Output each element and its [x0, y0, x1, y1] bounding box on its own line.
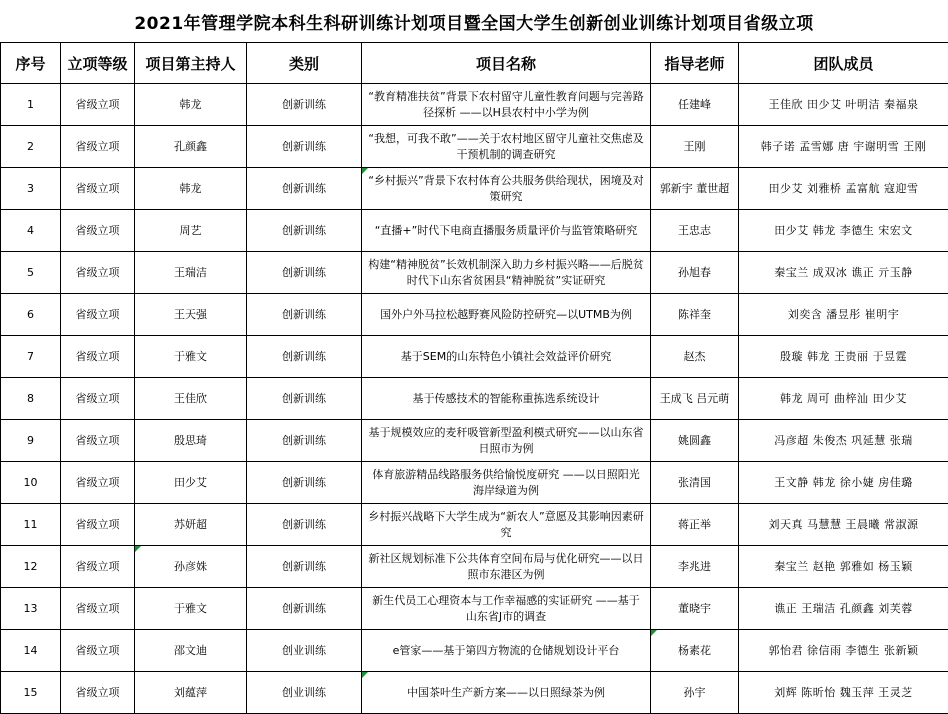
row-category: 创新训练	[247, 546, 362, 588]
row-host: 田少艾	[135, 462, 247, 504]
table-row	[1, 546, 948, 588]
row-host: 韩龙	[135, 168, 247, 210]
row-host: 王天强	[135, 294, 247, 336]
table-row	[1, 504, 948, 546]
row-index: 15	[1, 672, 61, 714]
row-host: 王佳欣	[135, 378, 247, 420]
row-advisor: 王忠志	[651, 210, 739, 252]
table-row	[1, 336, 948, 378]
table-row	[1, 672, 948, 714]
row-index: 5	[1, 252, 61, 294]
row-project-name: 构建“精神脱贫”长效机制深入助力乡村振兴略——后脱贫时代下山东省贫困县“精神脱贫”实证研究	[362, 252, 651, 294]
row-advisor: 孙宇	[651, 672, 739, 714]
row-level: 省级立项	[61, 462, 135, 504]
row-index: 6	[1, 294, 61, 336]
row-index: 8	[1, 378, 61, 420]
row-index: 4	[1, 210, 61, 252]
row-members: 王文静 韩龙 徐小婕 房佳璐	[739, 462, 948, 504]
row-members: 刘辉 陈昕怡 魏玉萍 王灵芝	[739, 672, 948, 714]
row-advisor: 王刚	[651, 126, 739, 168]
row-host: 周艺	[135, 210, 247, 252]
row-category: 创新训练	[247, 378, 362, 420]
table-row	[1, 588, 948, 630]
row-level: 省级立项	[61, 336, 135, 378]
row-project-name: 新生代员工心理资本与工作幸福感的实证研究 ——基于山东省J市的调查	[362, 588, 651, 630]
row-level: 省级立项	[61, 252, 135, 294]
table-row	[1, 630, 948, 672]
row-members: 殷璇 韩龙 王贵丽 于昱霆	[739, 336, 948, 378]
header-host: 项目第主持人	[135, 43, 247, 84]
row-index: 14	[1, 630, 61, 672]
row-level: 省级立项	[61, 630, 135, 672]
table-row	[1, 126, 948, 168]
header-row	[1, 43, 948, 84]
header-members: 团队成员	[739, 43, 948, 84]
row-index: 2	[1, 126, 61, 168]
row-index: 12	[1, 546, 61, 588]
row-project-name: 基于SEM的山东特色小镇社会效益评价研究	[362, 336, 651, 378]
row-members: 韩龙 周可 曲梓汕 田少艾	[739, 378, 948, 420]
row-category: 创新训练	[247, 126, 362, 168]
row-members: 秦宝兰 赵艳 郭雅如 杨玉颖	[739, 546, 948, 588]
row-category: 创新训练	[247, 168, 362, 210]
row-host: 孔颜鑫	[135, 126, 247, 168]
row-category: 创新训练	[247, 336, 362, 378]
row-level: 省级立项	[61, 672, 135, 714]
row-project-name: 新社区规划标准下公共体育空间布局与优化研究——以日照市东港区为例	[362, 546, 651, 588]
row-members: 韩子诺 孟雪娜 唐 宇谢明雪 王刚	[739, 126, 948, 168]
row-project-name: e管家——基于第四方物流的仓储规划设计平台	[362, 630, 651, 672]
row-category: 创业训练	[247, 630, 362, 672]
row-members: 田少艾 刘雅桥 孟富航 寇迎雪	[739, 168, 948, 210]
row-category: 创新训练	[247, 420, 362, 462]
row-project-name: 基于规模效应的麦秆吸管新型盈利模式研究——以山东省日照市为例	[362, 420, 651, 462]
row-host: 孙彦姝	[135, 546, 247, 588]
row-members: 郭怡君 徐信雨 李德生 张新颖	[739, 630, 948, 672]
projects-table	[0, 42, 948, 714]
header-category: 类别	[247, 43, 362, 84]
row-level: 省级立项	[61, 588, 135, 630]
row-host: 苏妍超	[135, 504, 247, 546]
row-index: 9	[1, 420, 61, 462]
row-members: 刘奕含 潘昱彤 崔明宇	[739, 294, 948, 336]
row-level: 省级立项	[61, 126, 135, 168]
row-project-name: 中国茶叶生产新方案——以日照绿茶为例	[362, 672, 651, 714]
table-row	[1, 462, 948, 504]
row-host: 刘蕴萍	[135, 672, 247, 714]
header-index: 序号	[1, 43, 61, 84]
row-advisor: 郭新宇 董世超	[651, 168, 739, 210]
row-host: 邵文迪	[135, 630, 247, 672]
row-level: 省级立项	[61, 294, 135, 336]
row-level: 省级立项	[61, 378, 135, 420]
table-row	[1, 378, 948, 420]
row-host: 于雅文	[135, 588, 247, 630]
row-members: 谯正 王瑞洁 孔颜鑫 刘芙蓉	[739, 588, 948, 630]
row-index: 1	[1, 84, 61, 126]
row-index: 13	[1, 588, 61, 630]
row-category: 创新训练	[247, 504, 362, 546]
row-category: 创新训练	[247, 252, 362, 294]
row-project-name: 基于传感技术的智能称重拣选系统设计	[362, 378, 651, 420]
row-project-name: “乡村振兴”背景下农村体育公共服务供给现状，困境及对策研究	[362, 168, 651, 210]
row-advisor: 张清国	[651, 462, 739, 504]
row-category: 创新训练	[247, 210, 362, 252]
row-members: 冯彦超 朱俊杰 巩延慧 张瑞	[739, 420, 948, 462]
row-host: 于雅文	[135, 336, 247, 378]
row-advisor: 赵杰	[651, 336, 739, 378]
page-title: 2021年管理学院本科生科研训练计划项目暨全国大学生创新创业训练计划项目省级立项	[0, 0, 948, 42]
row-advisor: 姚圆鑫	[651, 420, 739, 462]
row-level: 省级立项	[61, 210, 135, 252]
row-project-name: 国外户外马拉松越野赛风险防控研究—以UTMB为例	[362, 294, 651, 336]
row-advisor: 蒋正举	[651, 504, 739, 546]
table-row	[1, 420, 948, 462]
row-advisor: 杨素花	[651, 630, 739, 672]
row-category: 创新训练	[247, 294, 362, 336]
row-level: 省级立项	[61, 168, 135, 210]
table-row	[1, 168, 948, 210]
row-project-name: 体育旅游精品线路服务供给愉悦度研究 ——以日照阳光海岸绿道为例	[362, 462, 651, 504]
row-host: 殷思琦	[135, 420, 247, 462]
row-members: 田少艾 韩龙 李德生 宋宏文	[739, 210, 948, 252]
row-level: 省级立项	[61, 84, 135, 126]
row-index: 3	[1, 168, 61, 210]
table-row	[1, 294, 948, 336]
row-project-name: “直播+”时代下电商直播服务质量评价与监管策略研究	[362, 210, 651, 252]
row-category: 创业训练	[247, 672, 362, 714]
row-advisor: 陈祥奎	[651, 294, 739, 336]
row-level: 省级立项	[61, 420, 135, 462]
header-project-name: 项目名称	[362, 43, 651, 84]
row-category: 创新训练	[247, 84, 362, 126]
row-category: 创新训练	[247, 462, 362, 504]
table-row	[1, 210, 948, 252]
row-members: 王佳欣 田少艾 叶明洁 秦福泉	[739, 84, 948, 126]
row-category: 创新训练	[247, 588, 362, 630]
row-advisor: 董晓宇	[651, 588, 739, 630]
row-advisor: 李兆进	[651, 546, 739, 588]
header-level: 立项等级	[61, 43, 135, 84]
table-row	[1, 252, 948, 294]
row-advisor: 王成飞 吕元萌	[651, 378, 739, 420]
row-advisor: 孙旭春	[651, 252, 739, 294]
row-index: 11	[1, 504, 61, 546]
row-index: 10	[1, 462, 61, 504]
table-row	[1, 84, 948, 126]
row-level: 省级立项	[61, 546, 135, 588]
row-host: 王瑞洁	[135, 252, 247, 294]
row-project-name: 乡村振兴战略下大学生成为“新农人”意愿及其影响因素研究	[362, 504, 651, 546]
row-index: 7	[1, 336, 61, 378]
row-members: 刘天真 马慧慧 王晨曦 常淑源	[739, 504, 948, 546]
row-project-name: “教育精准扶贫”背景下农村留守儿童性教育问题与完善路径探析 ——以H县农村中小学为例	[362, 84, 651, 126]
row-level: 省级立项	[61, 504, 135, 546]
row-members: 秦宝兰 成双冰 谯正 亓玉静	[739, 252, 948, 294]
row-host: 韩龙	[135, 84, 247, 126]
row-project-name: “我想，可我不敢”——关于农村地区留守儿童社交焦虑及干预机制的调查研究	[362, 126, 651, 168]
row-advisor: 任建峰	[651, 84, 739, 126]
header-advisor: 指导老师	[651, 43, 739, 84]
